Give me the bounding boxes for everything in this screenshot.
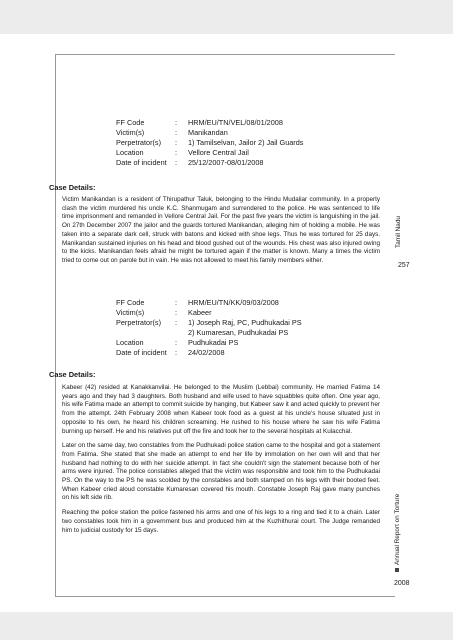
metadata-colon: : [175,128,178,137]
case-paragraph: Later on the same day, two constables from the Pudhukadi police station came to the hospital and got a statement from Fatima. She stated that she made an attempt to end her life by immolation on her own will and that her husband had nothing to do with her suicide attempt. In fact she couldn't sign the statement because both of her arms were injured. The police constables alleged that the victim was responsible and took him to the Pudhukadai PS. On the way to the PS he was scolded by the constables and both stamped on his legs with their booted feet. When Kabeer cried aloud constable Kumaresan covered his mouth. Constable Joseph Raj gave many punches on his left side rib. [62,442,380,502]
case2-details-text [62,384,380,535]
metadata-key: Date of incident [116,348,167,357]
metadata-row [116,318,302,338]
metadata-value-line: Kabeer [188,308,212,317]
metadata-value [188,348,225,358]
state-side-label: Tamil Nadu [395,216,402,248]
metadata-row [116,308,302,318]
metadata-colon: : [175,348,178,357]
metadata-key: Perpetrator(s) [116,318,162,327]
metadata-key: FF Code [116,298,145,307]
case-paragraph: Reaching the police station the police fastened his arms and one of his legs to a ring and tied it to a chain. Later two constables took him in a government bus and produced him at the Kuzhithurai court. The Judge remanded him to judicial custody for 15 days. [62,509,380,534]
metadata-value-line: 1) Joseph Raj, PC, Pudhukadai PS [188,318,302,327]
metadata-value-line: Manikandan [188,128,228,137]
page-number: 257 [398,262,410,269]
metadata-colon: : [175,138,178,147]
metadata-value-line: HRM/EU/TN/VEL/08/01/2008 [188,118,283,127]
metadata-row [116,138,303,148]
metadata-key: Date of incident [116,158,167,167]
metadata-key: Location [116,338,144,347]
report-title-side [394,494,401,572]
metadata-value [188,148,249,158]
metadata-value-line: 1) Tamilselvan, Jailor 2) Jail Guards [188,138,304,147]
case1-metadata [116,118,303,168]
case-paragraph: Kabeer (42) resided at Kanakkanvilai. He belonged to the Muslim (Lebbai) community. He married Fatima 14 years ago and they had 3 daughters. Both husband and wife used to have squabbles quite often. One year ago, his wife Fatima made an attempt to commit suicide by hanging, but Kabeer saw it and acted quickly to prevent her from the attempt. 24th February 2008 when Kabeer took food as a guest at his uncle's house situated just in opposite to his own, he heard his children screaming. He rushed to his house where he saw his wife Fatima burning up herself. He and his relatives put off the fire and took her to the several hospitals at Kulacchal. [62,384,380,435]
metadata-value [188,138,303,148]
metadata-value [188,318,302,338]
metadata-value-line: HRM/EU/TN/KK/09/03/2008 [188,298,279,307]
metadata-value [188,338,238,348]
metadata-key: Victim(s) [116,308,145,317]
metadata-value [188,128,228,138]
report-year: 2008 [394,580,410,587]
metadata-value-line: 25/12/2007-08/01/2008 [188,158,264,167]
metadata-key: Perpetrator(s) [116,138,162,147]
metadata-colon: : [175,148,178,157]
metadata-key: Victim(s) [116,128,145,137]
metadata-value-line: Vellore Central Jail [188,148,249,157]
metadata-colon: : [175,308,178,317]
metadata-row [116,338,302,348]
metadata-row [116,118,303,128]
metadata-value-line: 2) Kumaresan, Pudhukadai PS [188,328,289,337]
frame-top-rule [55,54,395,55]
metadata-value-line: 24/02/2008 [188,348,225,357]
metadata-key: Location [116,148,144,157]
metadata-key: FF Code [116,118,145,127]
metadata-value [188,158,263,168]
metadata-colon: : [175,118,178,127]
metadata-row [116,128,303,138]
bottom-margin-strip [0,612,453,640]
metadata-colon: : [175,318,178,327]
case-paragraph: Victim Manikandan is a resident of Thirupathur Taluk, belonging to the Hindu Mudaliar community. In a property clash the victim murdered his uncle K.C. Shanmugam and surrendered to the police. He was sentenced to life time imprisonment and remanded in Vellore Central Jail. For the past five years the victim is languishing in the jail. On 27th December 2007 the jailor and the guards tortured Manikandan, alleging him of holding a mobile. He was taken into a separate dark cell, struck with batons and kicked with shoe legs. Thus he was tortured for 25 days. Manikandan sustained injuries on his head and blood gushed out of the wounds. His chest was also injured owing to the kicks. Manikandan feels afraid he might be tortured again if the matter is known. Many a times the victim tried to come out on parole but in vain. He was not allowed to meet his family members either. [62,196,380,264]
case2-metadata [116,298,302,358]
metadata-value [188,118,283,128]
metadata-value-line: Pudhukadai PS [188,338,239,347]
case1-details-label: Case Details: [49,183,96,192]
frame-bottom-rule [55,596,395,597]
frame-left-rule [55,54,56,596]
case2-details-label: Case Details: [49,370,96,379]
metadata-row [116,348,302,358]
case1-details-text [62,196,380,266]
metadata-value [188,308,212,318]
metadata-colon: : [175,338,178,347]
square-bullet-icon [395,568,399,572]
metadata-value [188,298,279,308]
metadata-row [116,148,303,158]
report-title-text: Annual Report on Torture [394,493,401,565]
metadata-row [116,298,302,308]
metadata-colon: : [175,298,178,307]
metadata-colon: : [175,158,178,167]
top-margin-strip [0,0,453,34]
metadata-row [116,158,303,168]
